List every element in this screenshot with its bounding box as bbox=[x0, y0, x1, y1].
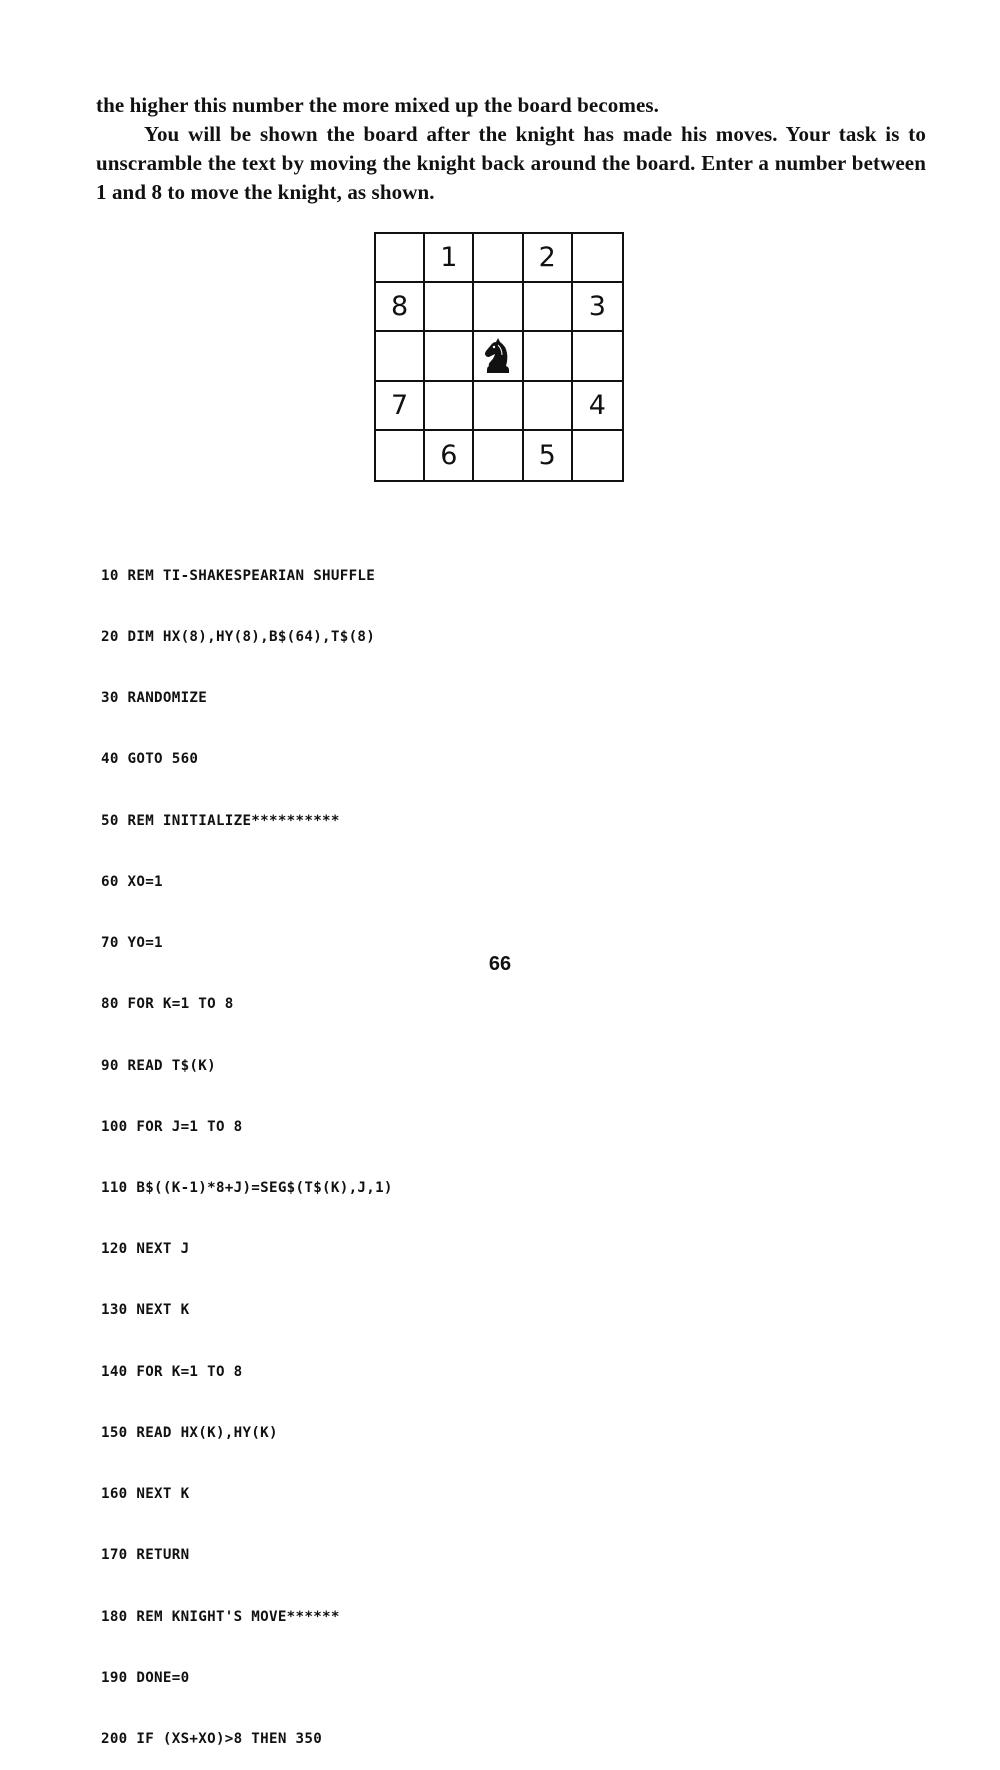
code-line: 80 FOR K=1 TO 8 bbox=[101, 996, 234, 1013]
code-line: 100 FOR J=1 TO 8 bbox=[101, 1118, 243, 1135]
board-cell bbox=[524, 332, 573, 381]
code-line: 180 REM KNIGHT'S MOVE****** bbox=[101, 1608, 340, 1625]
code-line: 170 RETURN bbox=[101, 1547, 190, 1564]
board-cell bbox=[573, 332, 622, 381]
board-cell bbox=[524, 382, 573, 431]
board-cell bbox=[425, 283, 474, 332]
code-line: 60 XO=1 bbox=[101, 873, 163, 890]
code-line: 10 REM TI-SHAKESPEARIAN SHUFFLE bbox=[101, 567, 376, 584]
chess-knight-icon bbox=[481, 337, 515, 375]
code-line: 190 DONE=0 bbox=[101, 1669, 190, 1686]
board-cell-move-6: 6 bbox=[425, 431, 474, 480]
page-number: 66 bbox=[488, 953, 512, 975]
board-cell bbox=[474, 234, 523, 283]
code-line: 30 RANDOMIZE bbox=[101, 690, 208, 707]
code-line: 110 B$((K-1)*8+J)=SEG$(T$(K),J,1) bbox=[101, 1180, 393, 1196]
paragraph-continuation: the higher this number the more mixed up the board becomes. bbox=[96, 93, 659, 117]
board-cell bbox=[376, 431, 425, 480]
basic-code-listing bbox=[101, 525, 393, 1770]
code-line: 20 DIM HX(8),HY(8),B$(64),T$(8) bbox=[101, 629, 376, 646]
board-cell bbox=[425, 332, 474, 381]
code-line: 90 READ T$(K) bbox=[101, 1057, 216, 1074]
board-cell bbox=[474, 431, 523, 480]
board-cell-move-1: 1 bbox=[425, 234, 474, 283]
board-cell bbox=[573, 431, 622, 480]
board-cell-move-7: 7 bbox=[376, 382, 425, 431]
board-cell-knight bbox=[474, 332, 523, 381]
code-line: 150 READ HX(K),HY(K) bbox=[101, 1424, 278, 1441]
board-cell-move-2: 2 bbox=[524, 234, 573, 283]
board-cell bbox=[474, 283, 523, 332]
board-cell bbox=[573, 234, 622, 283]
code-line: 130 NEXT K bbox=[101, 1302, 190, 1319]
board-cell-move-3: 3 bbox=[573, 283, 622, 332]
body-text bbox=[96, 91, 926, 207]
knight-move-board bbox=[374, 232, 624, 482]
board-cell-move-5: 5 bbox=[524, 431, 573, 480]
code-line: 120 NEXT J bbox=[101, 1241, 190, 1258]
board-cell bbox=[376, 332, 425, 381]
code-line: 40 GOTO 560 bbox=[101, 751, 199, 768]
code-line: 200 IF (XS+XO)>8 THEN 350 bbox=[101, 1730, 323, 1747]
code-line: 50 REM INITIALIZE********** bbox=[101, 812, 340, 829]
board-cell bbox=[524, 283, 573, 332]
board-cell bbox=[474, 382, 523, 431]
board-cell bbox=[425, 382, 474, 431]
board-cell-move-4: 4 bbox=[573, 382, 622, 431]
code-line: 70 YO=1 bbox=[101, 935, 163, 952]
code-line: 160 NEXT K bbox=[101, 1486, 190, 1503]
board-cell-move-8: 8 bbox=[376, 283, 425, 332]
paragraph-instructions: You will be shown the board after the knight has made his moves. Your task is to unscramble the text by moving the knight back around the board. Enter a number between 1 and 8 to move the knight, as shown. bbox=[96, 122, 926, 204]
code-line: 140 FOR K=1 TO 8 bbox=[101, 1363, 243, 1380]
board-cell bbox=[376, 234, 425, 283]
